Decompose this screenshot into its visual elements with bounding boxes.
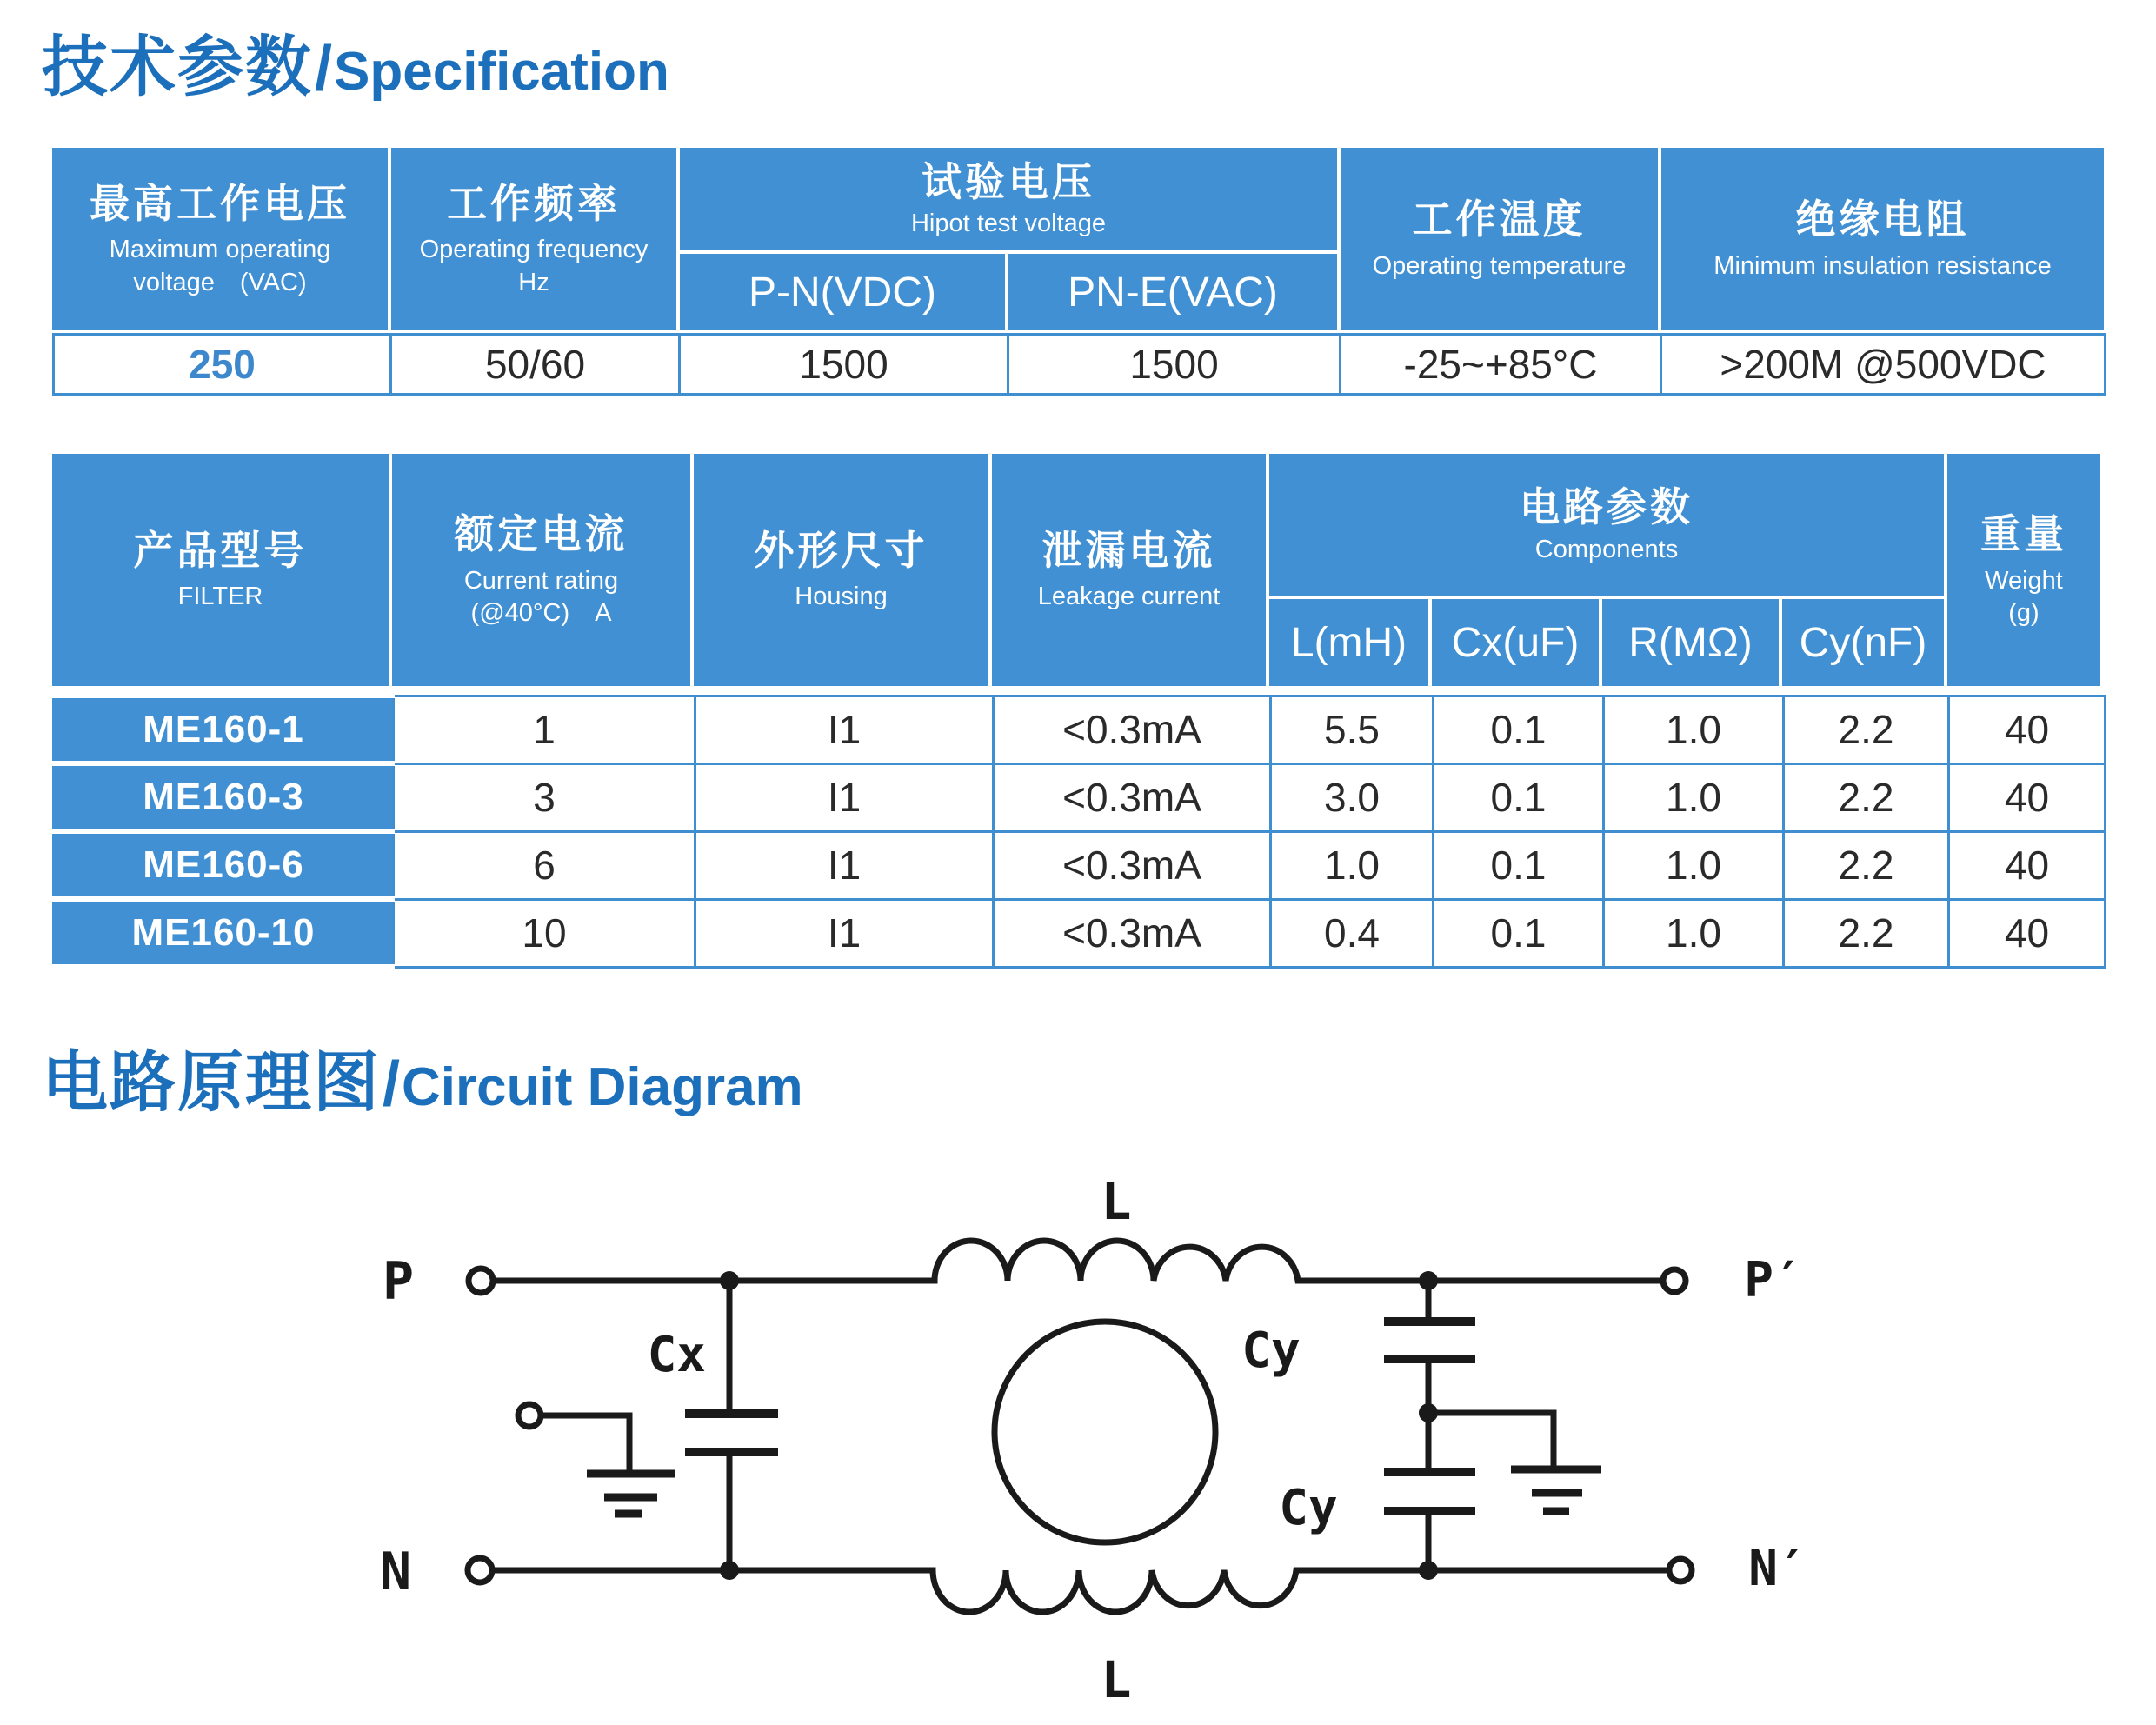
p-output-label: P′ [1744, 1252, 1803, 1309]
n-output-label: N′ [1748, 1541, 1807, 1597]
cell-current: 6 [394, 831, 695, 899]
header-r-mohm: R(MΩ) [1602, 599, 1779, 686]
circuit-diagram-svg [0, 1122, 2156, 1725]
cell-l: 0.4 [1271, 899, 1434, 967]
header-weight: 重量 Weight (g) [1947, 454, 2100, 686]
cell-current: 1 [394, 696, 695, 763]
spec-title-separator: / [315, 34, 333, 103]
header-max-voltage: 最高工作电压 Maximum operating voltage (VAC) [52, 148, 388, 330]
header-cx-uf: Cx(uF) [1432, 599, 1599, 686]
ground-symbol-left [587, 1474, 675, 1514]
cell-r: 1.0 [1604, 899, 1784, 967]
cy-bottom-label: Cy [1279, 1480, 1338, 1536]
header-frequency: 工作频率 Operating frequency Hz [391, 148, 676, 330]
cell-r: 1.0 [1604, 696, 1784, 763]
cy-capacitor-bottom [1384, 1472, 1475, 1511]
table-row [54, 831, 2106, 899]
model-table-header [52, 454, 2100, 686]
cell-r: 1.0 [1604, 763, 1784, 831]
cell-l: 1.0 [1271, 831, 1434, 899]
header-cy-nf: Cy(nF) [1782, 599, 1944, 686]
spec-table-values [52, 333, 2106, 396]
model-name: ME160-1 [54, 696, 394, 763]
cell-r: 1.0 [1604, 831, 1784, 899]
header-current-rating: 额定电流 Current rating (@40°C) A [392, 454, 690, 686]
spec-section-title [42, 30, 669, 104]
junction-dot [1419, 1271, 1438, 1290]
n-output-terminal [1669, 1559, 1692, 1582]
value-temperature: -25~+85°C [1341, 335, 1661, 395]
cy-top-label: Cy [1241, 1322, 1301, 1379]
model-name: ME160-3 [54, 763, 394, 831]
header-insulation: 绝缘电阻 Minimum insulation resistance [1661, 148, 2104, 330]
header-l-mh: L(mH) [1269, 599, 1428, 686]
spec-table-header [52, 148, 2104, 330]
table-row [54, 899, 2106, 967]
junction-dot [1419, 1403, 1438, 1422]
cell-l: 3.0 [1271, 763, 1434, 831]
header-temperature: 工作温度 Operating temperature [1341, 148, 1658, 330]
earth-terminal [518, 1404, 541, 1427]
inductor-bottom-label: L [1101, 1650, 1132, 1709]
header-hipot-pn-vdc: P-N(VDC) [680, 254, 1005, 330]
value-max-voltage: 250 [54, 335, 391, 395]
neutral-line-wire [492, 1570, 1668, 1612]
cell-housing: I1 [695, 763, 994, 831]
value-insulation: >200M @500VDC [1661, 335, 2106, 395]
phase-line-wire [493, 1241, 1662, 1281]
n-input-label: N [379, 1542, 412, 1602]
inductor-top-label: L [1101, 1172, 1132, 1231]
circuit-section-title [42, 1046, 803, 1120]
header-model: 产品型号 FILTER [52, 454, 389, 686]
value-pn-vdc: 1500 [680, 335, 1008, 395]
cell-cx: 0.1 [1434, 899, 1604, 967]
p-input-terminal [469, 1269, 493, 1293]
cell-current: 10 [394, 899, 695, 967]
cell-current: 3 [394, 763, 695, 831]
table-row [54, 763, 2106, 831]
n-input-terminal [468, 1558, 492, 1582]
toroid-core [995, 1322, 1215, 1542]
ground-symbol-right [1511, 1469, 1601, 1511]
cell-weight: 40 [1949, 763, 2106, 831]
header-housing: 外形尺寸 Housing [694, 454, 988, 686]
cell-leakage: <0.3mA [994, 696, 1271, 763]
cell-weight: 40 [1949, 899, 2106, 967]
cell-cx: 0.1 [1434, 696, 1604, 763]
cell-leakage: <0.3mA [994, 899, 1271, 967]
cy-earth-branch-wire [1428, 1413, 1554, 1469]
table-row [54, 696, 2106, 763]
cell-cx: 0.1 [1434, 763, 1604, 831]
p-output-terminal [1663, 1269, 1686, 1292]
model-table-values [52, 693, 2106, 969]
cy-capacitor-top [1384, 1322, 1475, 1359]
cell-cy: 2.2 [1784, 696, 1949, 763]
value-pne-vac: 1500 [1008, 335, 1341, 395]
cell-leakage: <0.3mA [994, 763, 1271, 831]
junction-dot [720, 1561, 739, 1580]
circuit-title-separator: / [383, 1049, 401, 1119]
junction-dot [720, 1271, 739, 1290]
cx-capacitor [685, 1414, 778, 1452]
cell-housing: I1 [695, 899, 994, 967]
value-frequency: 50/60 [391, 335, 680, 395]
cell-leakage: <0.3mA [994, 831, 1271, 899]
cell-weight: 40 [1949, 831, 2106, 899]
model-name: ME160-10 [54, 899, 394, 967]
model-name: ME160-6 [54, 831, 394, 899]
circuit-title-zh: 电路原理图 [42, 1046, 381, 1120]
cell-housing: I1 [695, 696, 994, 763]
cell-l: 5.5 [1271, 696, 1434, 763]
header-hipot-pne-vac: PN-E(VAC) [1008, 254, 1337, 330]
spec-title-zh: 技术参数 [42, 30, 313, 104]
cell-housing: I1 [695, 831, 994, 899]
cell-weight: 40 [1949, 696, 2106, 763]
earth-branch-wire [541, 1415, 629, 1474]
header-leakage-current: 泄漏电流 Leakage current [992, 454, 1266, 686]
spec-title-en: Specification [334, 42, 669, 102]
header-hipot: 试验电压 Hipot test voltage [680, 148, 1337, 250]
cell-cy: 2.2 [1784, 831, 1949, 899]
cx-label: Cx [647, 1327, 706, 1383]
junction-dot [1419, 1561, 1438, 1580]
p-input-label: P [382, 1251, 415, 1312]
header-components: 电路参数 Components [1269, 454, 1944, 596]
cell-cy: 2.2 [1784, 899, 1949, 967]
circuit-title-en: Circuit Diagram [402, 1057, 803, 1117]
cell-cy: 2.2 [1784, 763, 1949, 831]
cell-cx: 0.1 [1434, 831, 1604, 899]
spec-value-row [54, 335, 2106, 395]
